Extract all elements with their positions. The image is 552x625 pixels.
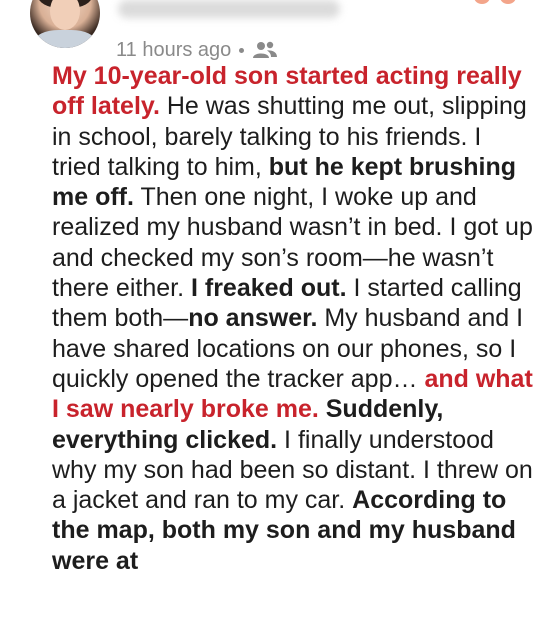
story-segment: and what I saw nearly broke me. [52, 364, 533, 424]
story-segment: but he kept brushing me off. [52, 152, 516, 212]
post-meta [116, 37, 278, 63]
story-segment: I freaked out. [190, 274, 347, 303]
story-text [52, 61, 534, 576]
story-segment: no answer. [188, 304, 318, 333]
reaction-decoration [474, 0, 522, 6]
story-segment: My 10-year-old son started acting really off lately. [52, 62, 522, 121]
avatar-face [50, 0, 80, 30]
story-segment: My husband and I have shared locations on our phones, so I quickly opened the tracker app… [52, 304, 524, 393]
story-segment [319, 395, 326, 423]
story-segment: I started calling them both— [52, 274, 522, 333]
story-segment: According to the map, both my son and my husband were at [52, 486, 516, 575]
blurred-username[interactable] [118, 0, 340, 18]
timestamp[interactable]: 11 hours ago [116, 38, 232, 61]
story-segment: Suddenly, everything clicked. [52, 395, 444, 454]
separator-dot [239, 48, 244, 53]
story-segment: I finally understood why my son had been so distant. I threw on a jacket and ran to my car. [52, 425, 533, 515]
avatar-shirt [34, 30, 96, 48]
story-segment: Then one night, I woke up and realized my husband wasn’t in bed. I got up and checked my son’s room—he wasn’t there either. [52, 183, 533, 303]
friends-icon [252, 40, 278, 60]
avatar[interactable] [30, 0, 100, 48]
story-segment: He was shutting me out, slipping in school, barely talking to his friends. I tried talking to him, [52, 92, 527, 181]
